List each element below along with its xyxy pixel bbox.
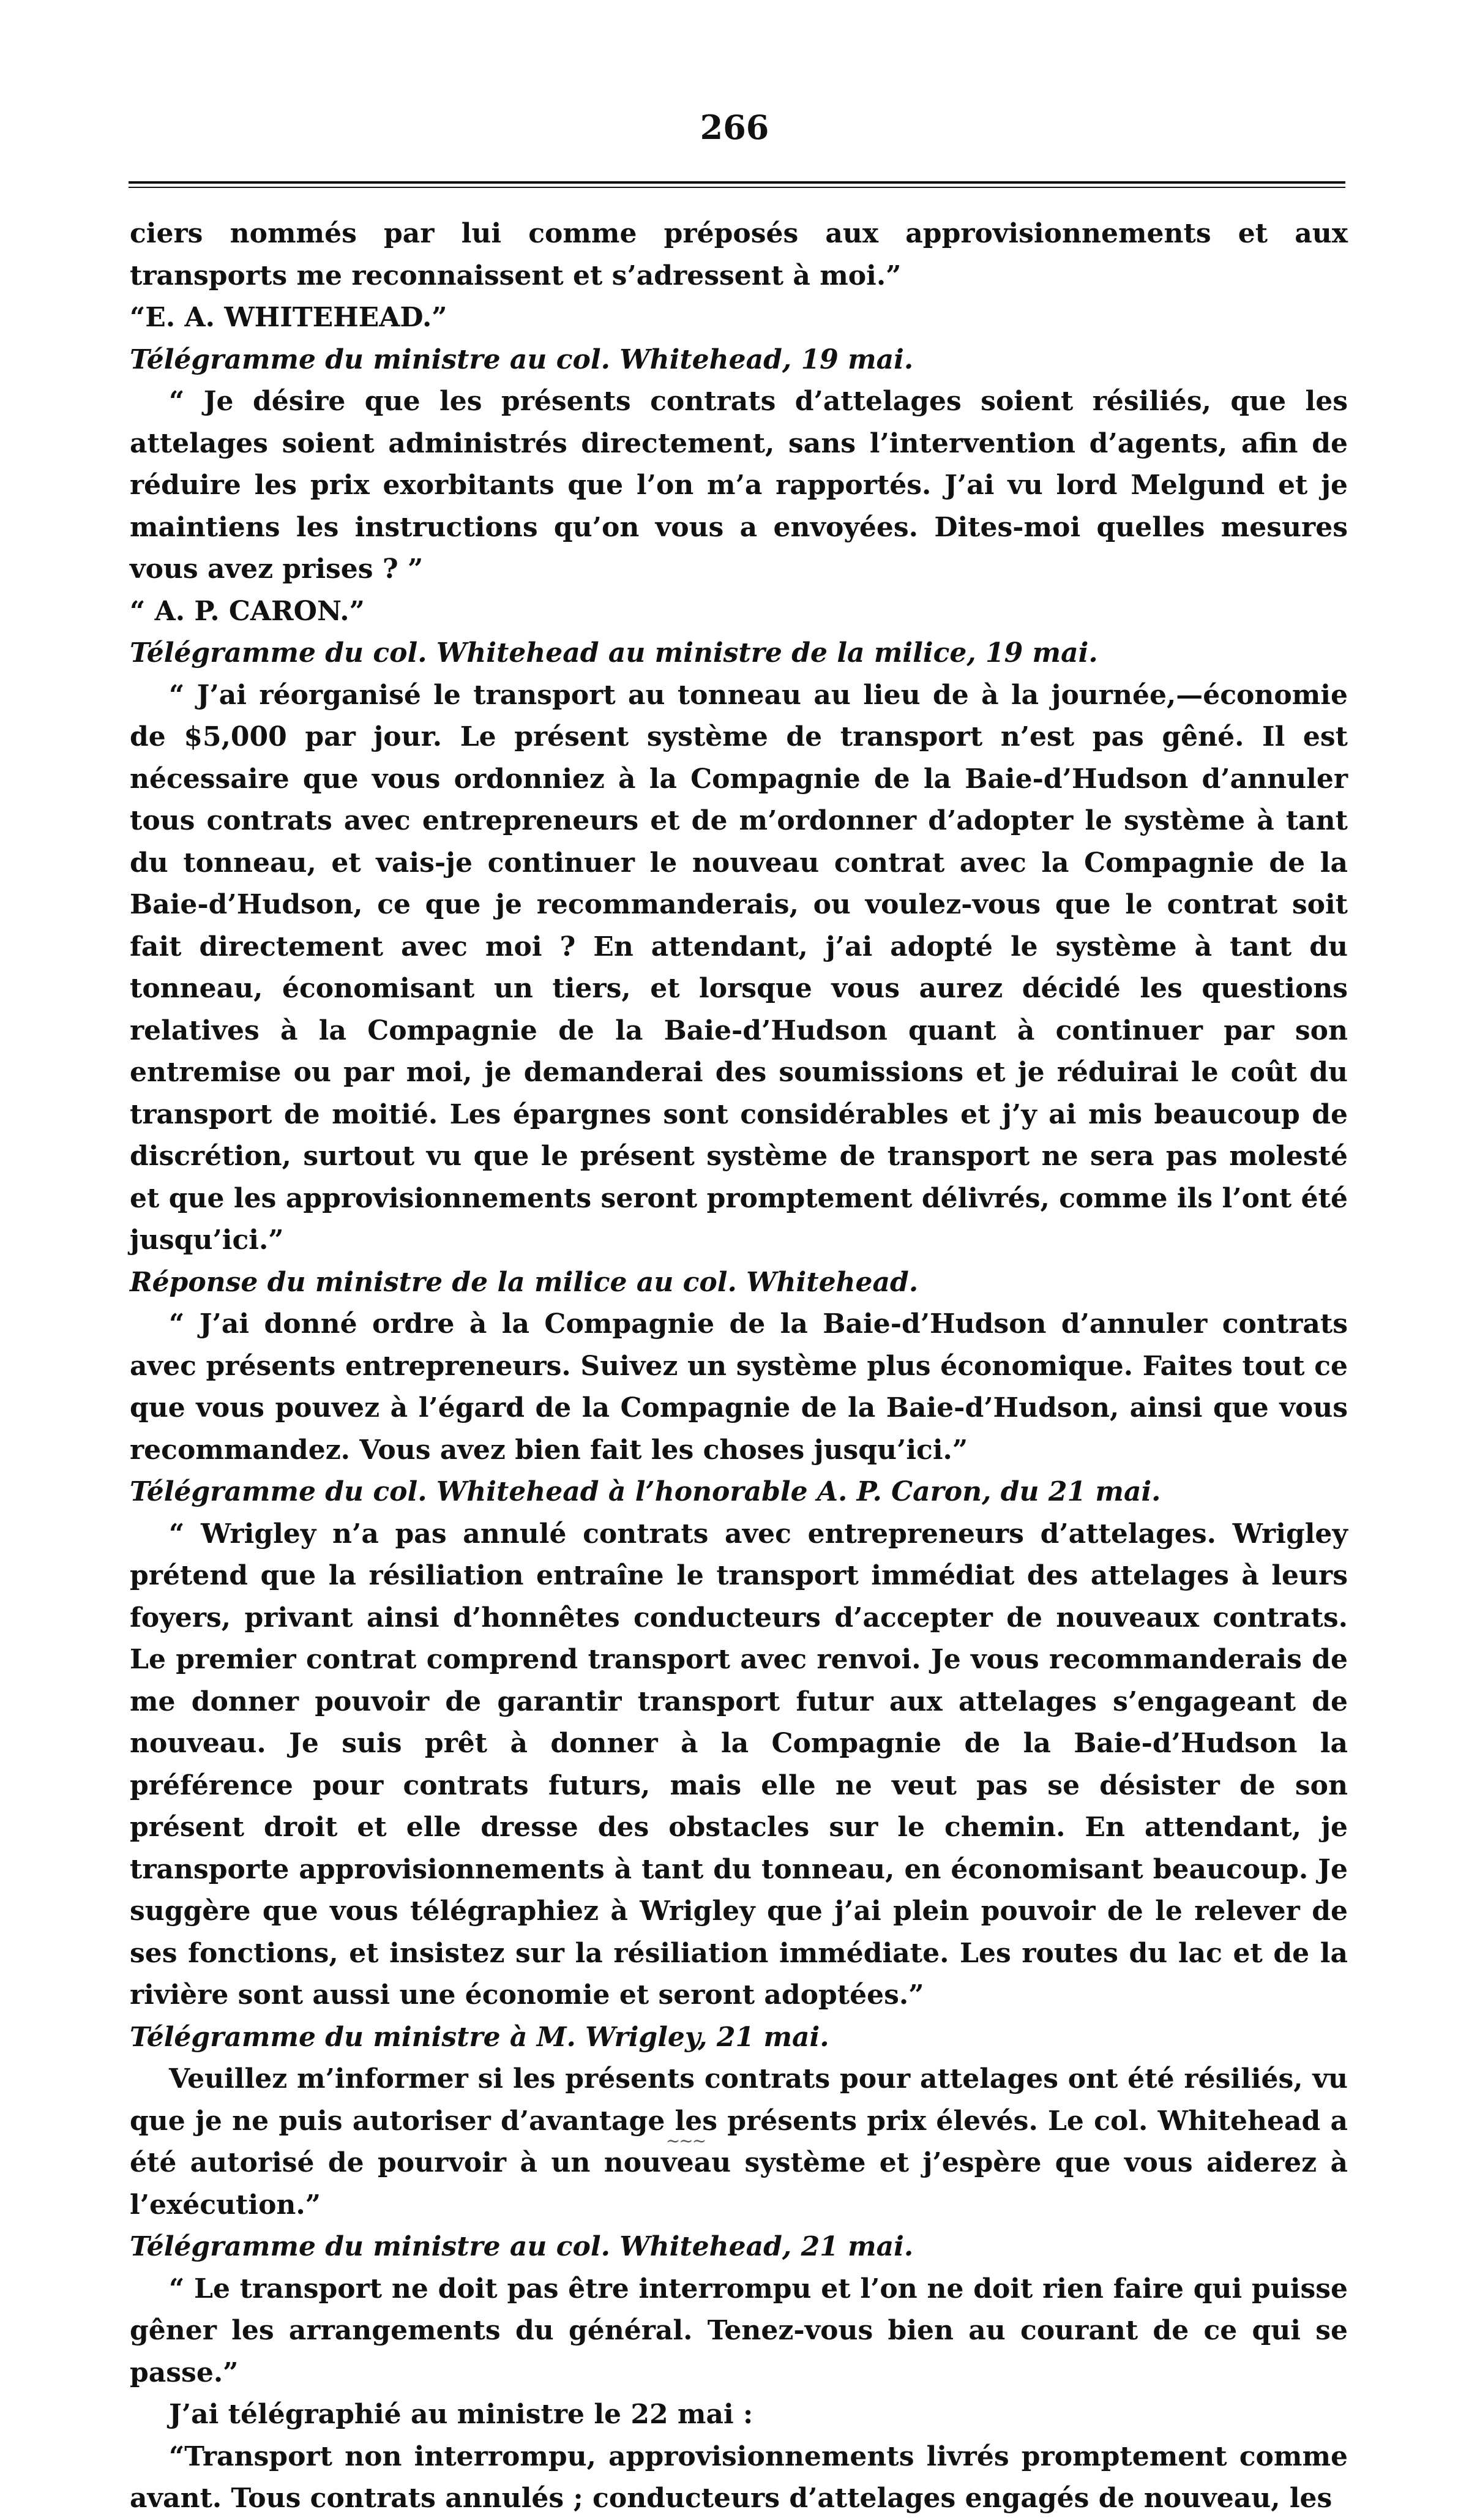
telegram-body-minister-21: “ Le transport ne doit pas être interrompu et l’on ne doit rien faire qui puisse gêner les arrangements du général. Tenez-vous bien au courant de ce qui se passe.”: [130, 2273, 1348, 2388]
signature-whitehead: “E. A. WHITEHEAD.”: [130, 302, 447, 333]
printer-mark: ~~~: [665, 2131, 706, 2151]
telegram-body-minister-19: “ Je désire que les présents contrats d’attelages soient résiliés, que les attelages soient administrés directement, sans l’intervention d’agents, afin de réduire les prix exorbitants que l’on m’a rapportés. J’ai vu lord Melgund et je maintiens les instructions qu’on vous a envoyées. Dites-moi quelles mesures vous avez prises ? ”: [130, 386, 1348, 585]
continued-paragraph: ciers nommés par lui comme préposés aux approvisionnements et aux transports me reconnaissent et s’adressent à moi.”: [130, 218, 1348, 291]
reply-body-minister: “ J’ai donné ordre à la Compagnie de la Baie-d’Hudson d’annuler contrats avec présents entrepreneurs. Suivez un système plus économique. Faites tout ce que vous pouvez à l’égard de la Compagnie de la Baie-d’Hudson, ainsi que vous recommandez. Vous avez bien fait les choses jusqu’ici.”: [130, 1308, 1348, 1466]
heading-telegram-whitehead-19: Télégramme du col. Whitehead au ministre de la milice, 19 mai.: [130, 637, 1098, 669]
page-body: [130, 213, 1348, 2520]
heading-telegram-minister-19: Télégramme du ministre au col. Whitehead, 19 mai.: [130, 343, 914, 375]
heading-telegram-minister-21: Télégramme du ministre au col. Whitehead, 21 mai.: [130, 2231, 914, 2262]
telegram-body-whitehead-21: “ Wrigley n’a pas annulé contrats avec entrepreneurs d’attelages. Wrigley prétend que la résiliation entraîne le transport immédiat des attelages à leurs foyers, privant ainsi d’honnêtes conducteurs d’accepter de nouveaux contrats. Le premier contrat comprend transport avec renvoi. Je vous recommanderais de me donner pouvoir de garantir transport futur aux attelages s’engageant de nouveau. Je suis prêt à donner à la Compagnie de la Baie-d’Hudson la préférence pour contrats futurs, mais elle ne veut pas se désister de son présent droit et elle dresse des obstacles sur le chemin. En attendant, je transporte approvisionnements à tant du tonneau, en économisant beaucoup. Je suggère que vous télégraphiez à Wrigley que j’ai plein pouvoir de le relever de ses fonctions, et insistez sur la résiliation immédiate. Les routes du lac et de la rivière sont aussi une économie et seront adoptées.”: [130, 1518, 1348, 2011]
header-rule: [129, 181, 1345, 188]
signature-caron: “ A. P. CARON.”: [130, 595, 365, 627]
report-telegram-body: “Transport non interrompu, approvisionnements livrés promptement comme avant. Tous contrats annulés ; conducteurs d’attelages engagés de nouveau, les: [130, 2440, 1348, 2514]
telegram-body-whitehead-19: “ J’ai réorganisé le transport au tonneau au lieu de à la journée,—économie de $5,000 par jour. Le présent système de transport n’est pas gêné. Il est nécessaire que vous ordonniez à la Compagnie de la Baie-d’Hudson d’annuler tous contrats avec entrepreneurs et de m’ordonner d’adopter le système à tant du tonneau, et vais-je continuer le nouveau contrat avec la Compagnie de la Baie-d’Hudson, ce que je recommanderais, ou voulez-vous que le contrat soit fait directement avec moi ? En attendant, j’ai adopté le système à tant du tonneau, économisant un tiers, et lorsque vous aurez décidé les questions relatives à la Compagnie de la Baie-d’Hudson quant à continuer par son entremise ou par moi, je demanderai des soumissions et je réduirai le coût du transport de moitié. Les épargnes sont considérables et j’y ai mis beaucoup de discrétion, surtout vu que le présent système de transport ne sera pas molesté et que les approvisionnements seront promptement délivrés, comme ils l’ont été jusqu’ici.”: [130, 679, 1348, 1256]
heading-reply-minister: Réponse du ministre de la milice au col. Whitehead.: [130, 1266, 919, 1298]
report-intro: J’ai télégraphié au ministre le 22 mai :: [169, 2399, 753, 2430]
telegram-body-wrigley-21: Veuillez m’informer si les présents contrats pour attelages ont été résiliés, vu que je ne puis autoriser d’avantage les présents prix élevés. Le col. Whitehead a été autorisé de pourvoir à un nouveau système et j’espère que vous aiderez à l’exécution.”: [130, 2063, 1348, 2221]
heading-telegram-wrigley-21: Télégramme du ministre à M. Wrigley, 21 mai.: [130, 2021, 829, 2053]
page-number: 266: [700, 108, 769, 147]
heading-telegram-whitehead-21: Télégramme du col. Whitehead à l’honorable A. P. Caron, du 21 mai.: [130, 1476, 1161, 1507]
